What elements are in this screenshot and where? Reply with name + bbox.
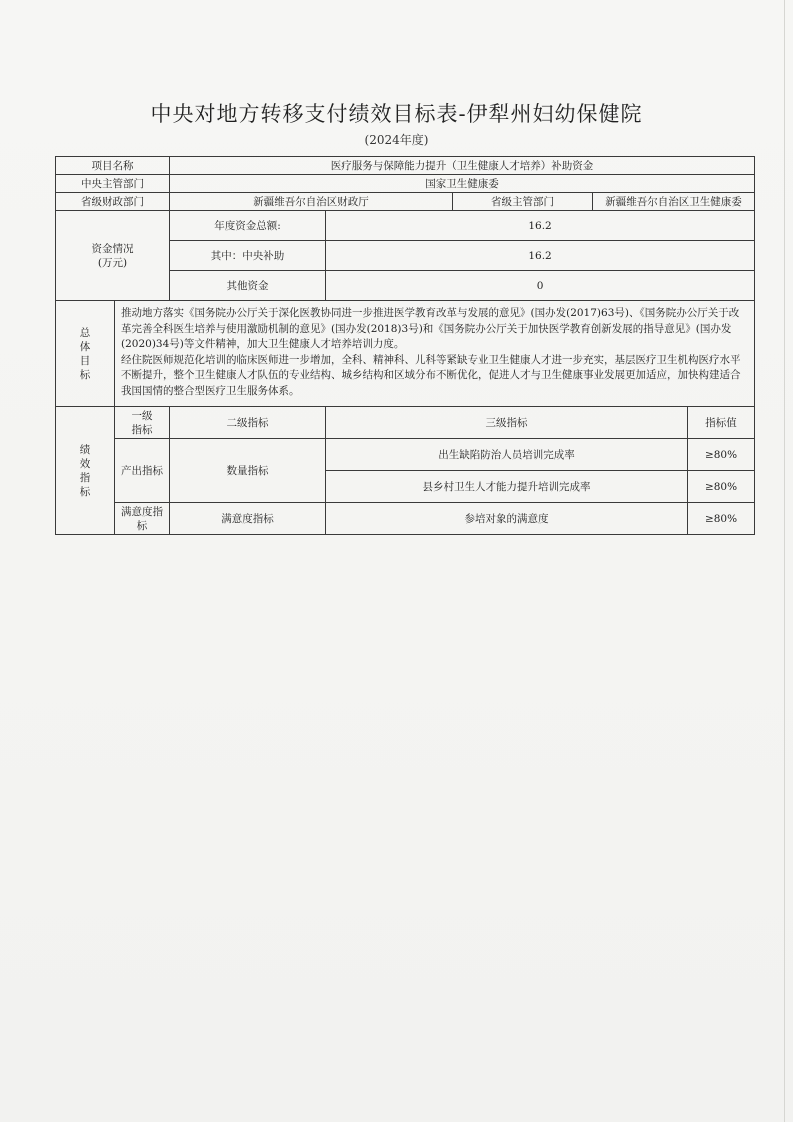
other-funds-label: 其他资金 (170, 271, 326, 301)
annual-total-label: 年度资金总额: (170, 211, 326, 241)
page-edge (784, 0, 785, 1122)
funds-label-line2: (万元) (97, 256, 128, 269)
project-name-label: 项目名称 (56, 157, 170, 175)
header-level1: 一级 指标 (115, 407, 170, 439)
provincial-finance-value: 新疆维吾尔自治区财政厅 (170, 193, 453, 211)
indicator-value-1: ≥80% (688, 439, 755, 471)
row-overall-goal (56, 301, 755, 407)
central-subsidy-value: 16.2 (326, 241, 755, 271)
overall-goal-text (115, 301, 755, 407)
goal-paragraph-1: 推动地方落实《国务院办公厅关于深化医教协同进一步推进医学教育改革与发展的意见》(国办发(2017)63号)、《国务院办公厅关于改革完善全科医生培养与使用激励机制的意见》(国办发(2018)3号)和《国务院办公厅关于加快医学教育创新发展的指导意见》(国办发(2020)34号)等文件精神，加大卫生健康人才培养培训力度。 (121, 307, 740, 350)
satisfaction-indicator: 满意度指 标 (115, 503, 170, 535)
row-central-dept (56, 175, 755, 193)
row-indicator-header (56, 407, 755, 439)
goal-paragraph-2: 经住院医师规范化培训的临床医师进一步增加，全科、精神科、儿科等紧缺专业卫生健康人才进一步充实，基层医疗卫生机构医疗水平不断提升，整个卫生健康人才队伍的专业结构、城乡结构和区域分布不断优化，促进人才与卫生健康事业发展更加适应，加快构建适合我国国情的整合型医疗卫生服务体系。 (121, 353, 741, 397)
row-annual-total (56, 211, 755, 241)
row-provincial (56, 193, 755, 211)
row-project-name (56, 157, 755, 175)
table-row (56, 503, 755, 535)
central-dept-value: 国家卫生健康委 (170, 175, 755, 193)
indicator-name-2: 县乡村卫生人才能力提升培训完成率 (326, 471, 688, 503)
header-level3: 三级指标 (326, 407, 688, 439)
provincial-finance-label: 省级财政部门 (56, 193, 170, 211)
document-title: 中央对地方转移支付绩效目标表-伊犁州妇幼保健院 (150, 102, 643, 126)
central-dept-label: 中央主管部门 (56, 175, 170, 193)
performance-target-table (55, 156, 755, 535)
header-value: 指标值 (688, 407, 755, 439)
provincial-dept-label: 省级主管部门 (453, 193, 593, 211)
project-name-value: 医疗服务与保障能力提升（卫生健康人才培养）补助资金 (170, 157, 755, 175)
funds-label-line1: 资金情况 (91, 242, 134, 255)
performance-indicator-label: 绩 效 指 标 (56, 407, 115, 535)
funds-label (56, 211, 170, 301)
central-subsidy-label: 其中：中央补助 (170, 241, 326, 271)
satisfaction-level2: 满意度指标 (170, 503, 326, 535)
indicator-value-3: ≥80% (688, 503, 755, 535)
document-year: (2024年度) (364, 133, 429, 147)
other-funds-value: 0 (326, 271, 755, 301)
indicator-name-1: 出生缺陷防治人员培训完成率 (326, 439, 688, 471)
indicator-value-2: ≥80% (688, 471, 755, 503)
annual-total-value: 16.2 (326, 211, 755, 241)
overall-goal-label: 总 体 目 标 (56, 301, 115, 407)
header-level2: 二级指标 (170, 407, 326, 439)
quantity-indicator: 数量指标 (170, 439, 326, 503)
indicator-name-3: 参培对象的满意度 (326, 503, 688, 535)
output-indicator: 产出指标 (115, 439, 170, 503)
provincial-dept-value: 新疆维吾尔自治区卫生健康委 (593, 193, 755, 211)
table-row (56, 439, 755, 471)
